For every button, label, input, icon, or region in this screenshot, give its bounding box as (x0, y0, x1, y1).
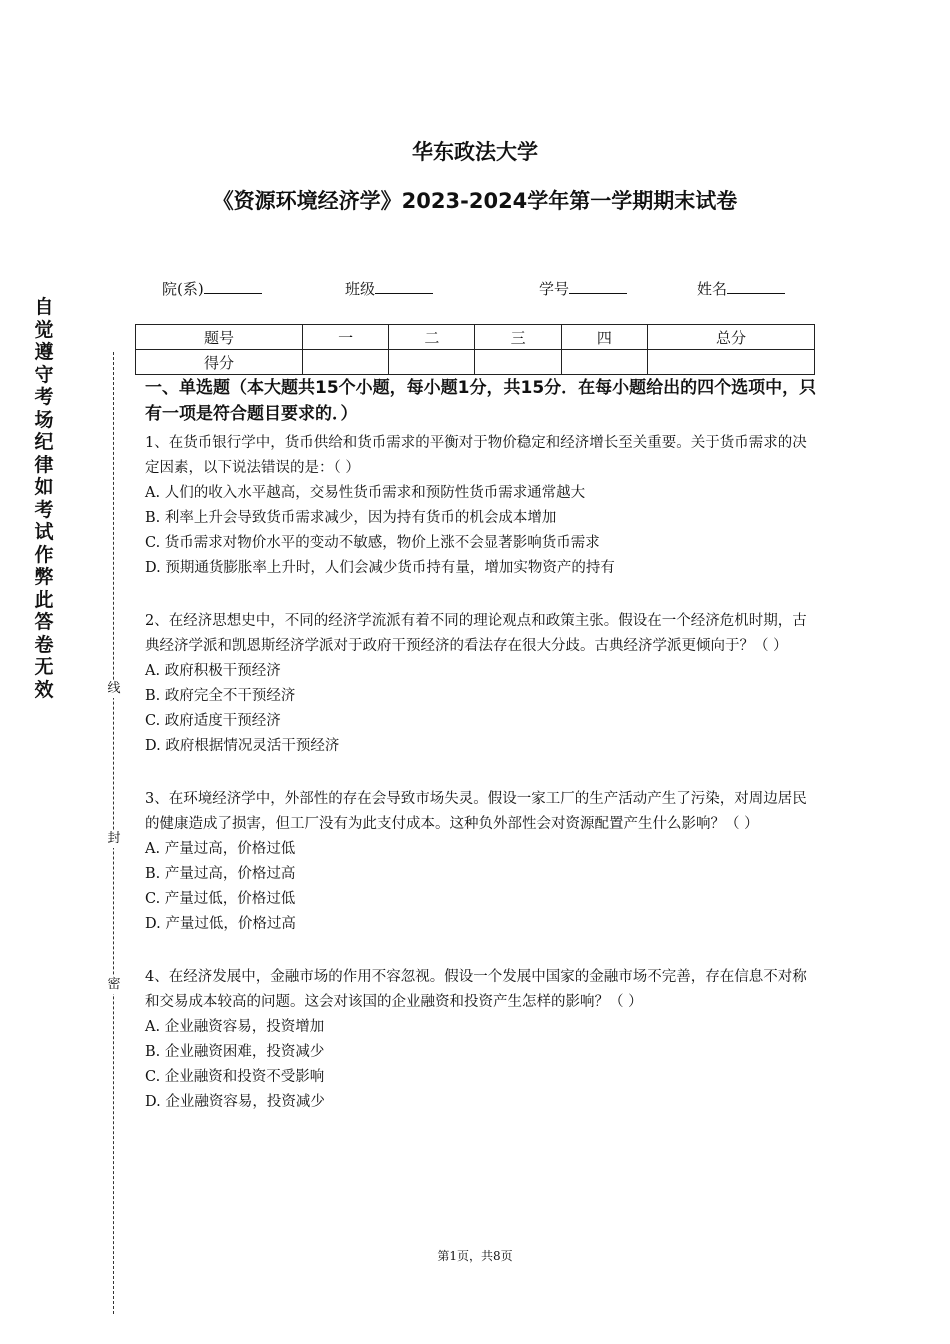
option-c[interactable]: C. 企业融资和投资不受影响 (145, 1069, 325, 1085)
option-c[interactable]: C. 货币需求对物价水平的变动不敏感，物价上涨不会显著影响货币需求 (145, 535, 600, 551)
score-table-cell: 得分 (136, 350, 303, 375)
option-d[interactable]: D. 产量过低，价格过高 (145, 916, 296, 932)
exam-content (145, 375, 817, 1115)
option-b[interactable]: B. 企业融资困难，投资减少 (145, 1044, 325, 1060)
score-table-cell: 二 (389, 325, 475, 350)
score-table (135, 324, 815, 375)
question (145, 787, 817, 937)
question (145, 609, 817, 759)
score-input-cell[interactable] (389, 350, 475, 375)
name-field[interactable] (697, 277, 785, 299)
university-name: 华东政法大学 (412, 140, 538, 164)
student-id-field[interactable] (539, 277, 627, 299)
dept-field[interactable] (162, 277, 262, 299)
option-c[interactable]: C. 政府适度干预经济 (145, 713, 281, 729)
question-stem: 4、在经济发展中，金融市场的作用不容忽视。假设一个发展中国家的金融市场不完善，存在信息不对称和交易成本较高的问题。这会对该国的企业融资和投资产生怎样的影响？（ ） (145, 969, 807, 1010)
option-c[interactable]: C. 产量过低，价格过低 (145, 891, 296, 907)
dept-label: 院(系) (162, 280, 204, 298)
question-stem: 1、在货币银行学中，货币供给和货币需求的平衡对于物价稳定和经济增长至关重要。关于货币需求的决定因素，以下说法错误的是：（ ） (145, 435, 807, 476)
option-a[interactable]: A. 人们的收入水平越高，交易性货币需求和预防性货币需求通常越大 (145, 485, 586, 501)
question-stem: 3、在环境经济学中，外部性的存在会导致市场失灵。假设一家工厂的生产活动产生了污染，对周边居民的健康造成了损害，但工厂没有为此支付成本。这种负外部性会对资源配置产生什么影响？（ ） (145, 791, 807, 832)
exam-discipline-notice: 自觉遵守考场纪律如考试作弊此答卷无效 (34, 296, 54, 701)
option-b[interactable]: B. 产量过高，价格过高 (145, 866, 296, 882)
question-stem: 2、在经济思想史中，不同的经济学流派有着不同的理论观点和政策主张。假设在一个经济危机时期，古典经济学派和凯恩斯经济学派对于政府干预经济的看法存在很大分歧。古典经济学派更倾向于？（ ） (145, 613, 807, 654)
section-heading: 一、单选题（本大题共15个小题，每小题1分，共15分．在每小题给出的四个选项中，只有一项是符合题目要求的．） (145, 378, 817, 424)
score-input-cell[interactable] (647, 350, 814, 375)
class-blank[interactable] (375, 277, 433, 294)
exam-title: 《资源环境经济学》2023-2024学年第一学期期末试卷 (212, 189, 738, 213)
score-table-header-row (136, 325, 815, 350)
score-table-cell: 四 (561, 325, 647, 350)
binding-mark-xian: 线 (104, 680, 124, 698)
student-id-blank[interactable] (569, 277, 627, 294)
name-label: 姓名 (697, 280, 728, 298)
option-a[interactable]: A. 企业融资容易，投资增加 (145, 1019, 325, 1035)
page-footer: 第1页，共8页 (437, 1249, 513, 1263)
option-d[interactable]: D. 政府根据情况灵活干预经济 (145, 738, 340, 754)
option-b[interactable]: B. 利率上升会导致货币需求减少，因为持有货币的机会成本增加 (145, 510, 557, 526)
option-b[interactable]: B. 政府完全不干预经济 (145, 688, 296, 704)
question (145, 965, 817, 1115)
question (145, 431, 817, 581)
score-table-cell: 总分 (647, 325, 814, 350)
name-blank[interactable] (727, 277, 785, 294)
binding-mark-mi: 密 (104, 976, 124, 994)
score-input-cell[interactable] (561, 350, 647, 375)
score-table-cell: 三 (475, 325, 561, 350)
class-label: 班级 (345, 280, 376, 298)
score-table-cell: 题号 (136, 325, 303, 350)
score-table-score-row (136, 350, 815, 375)
binding-mark-feng: 封 (104, 830, 124, 848)
option-d[interactable]: D. 预期通货膨胀率上升时，人们会减少货币持有量，增加实物资产的持有 (145, 560, 615, 576)
option-a[interactable]: A. 政府积极干预经济 (145, 663, 281, 679)
student-id-label: 学号 (539, 280, 570, 298)
option-a[interactable]: A. 产量过高，价格过低 (145, 841, 296, 857)
score-table-cell: 一 (303, 325, 389, 350)
score-input-cell[interactable] (475, 350, 561, 375)
score-input-cell[interactable] (303, 350, 389, 375)
class-field[interactable] (345, 277, 433, 299)
dept-blank[interactable] (204, 277, 262, 294)
option-d[interactable]: D. 企业融资容易，投资减少 (145, 1094, 325, 1110)
